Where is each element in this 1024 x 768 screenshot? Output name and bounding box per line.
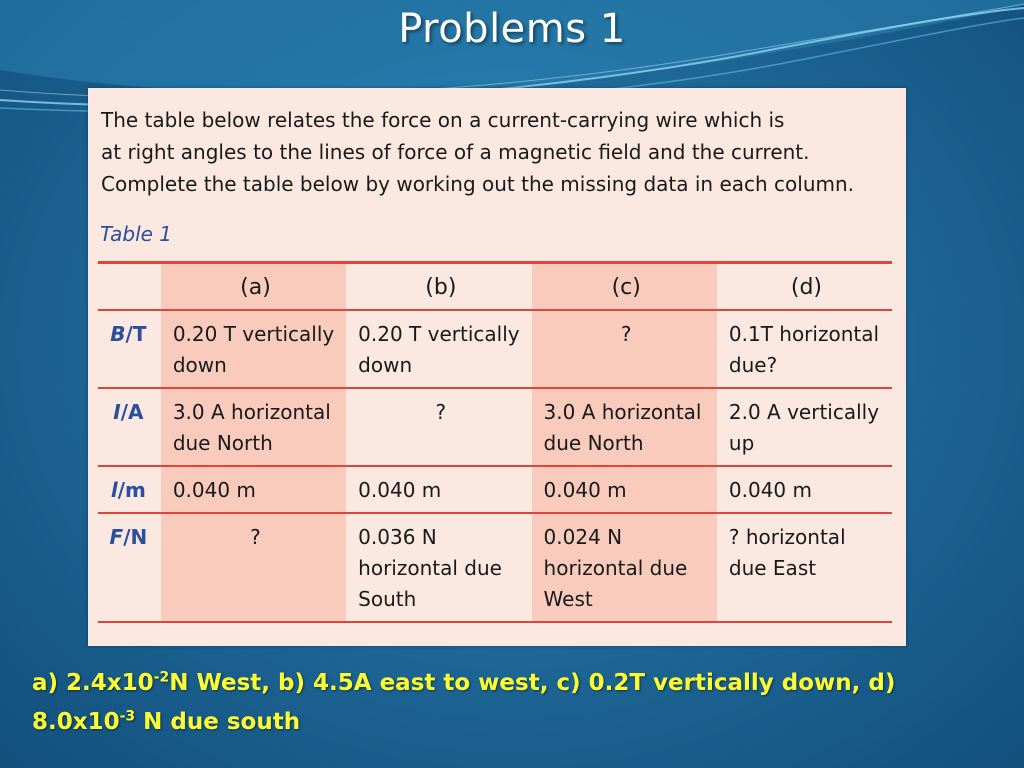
column-header-d: (d) (717, 263, 892, 311)
intro-line: The table below relates the force on a current-carrying wire which is (101, 108, 785, 132)
corner-cell (98, 263, 161, 311)
column-header-c: (c) (532, 263, 717, 311)
table-cell: 0.20 T vertically down (161, 310, 346, 388)
table-cell: 0.024 N horizontal due West (532, 513, 717, 622)
row-label-symbol: I (113, 400, 121, 424)
answer-text (32, 664, 1002, 742)
slide-title: Problems 1 (398, 6, 626, 52)
table-cell: ? horizontal due East (717, 513, 892, 622)
intro-line: at right angles to the lines of force of a magnetic field and the current. (101, 140, 810, 164)
table-cell: 3.0 A horizontal due North (532, 388, 717, 466)
table-cell: 0.1T horizontal due? (717, 310, 892, 388)
row-label-symbol: l (110, 478, 118, 502)
row-label-symbol: B (110, 322, 126, 346)
table-cell: 0.20 T vertically down (346, 310, 531, 388)
problem-intro (101, 104, 901, 200)
row-label-b (98, 310, 161, 388)
table-cell: ? (161, 513, 346, 622)
table-row-i (98, 388, 892, 466)
table-row-l (98, 466, 892, 513)
row-label-unit: /A (120, 400, 144, 424)
answer-d-prefix: 8.0x10 (32, 709, 120, 735)
row-label-l (98, 466, 161, 513)
table-cell: 2.0 A vertically up (717, 388, 892, 466)
table-header-row (98, 263, 892, 311)
column-header-b: (b) (346, 263, 531, 311)
table-row-f (98, 513, 892, 622)
answer-a-prefix: a) 2.4x10 (32, 670, 154, 696)
problem-image-panel (88, 88, 906, 646)
table-row-b (98, 310, 892, 388)
table-cell: 0.036 N horizontal due South (346, 513, 531, 622)
table-caption: Table 1 (100, 222, 173, 246)
column-header-a: (a) (161, 263, 346, 311)
row-label-unit: /m (117, 478, 146, 502)
table-cell: 0.040 m (717, 466, 892, 513)
row-label-unit: /T (125, 322, 147, 346)
row-label-unit: /N (123, 525, 148, 549)
intro-line: Complete the table below by working out the missing data in each column. (101, 172, 855, 196)
table-cell: 0.040 m (161, 466, 346, 513)
answer-d-exponent: -3 (119, 708, 136, 725)
table-cell: 3.0 A horizontal due North (161, 388, 346, 466)
answer-a-exponent: -2 (153, 669, 170, 686)
data-table (98, 261, 892, 623)
row-label-f (98, 513, 161, 622)
answer-d-suffix: N due south (135, 709, 301, 735)
table-cell: 0.040 m (532, 466, 717, 513)
table-cell: ? (532, 310, 717, 388)
row-label-i (98, 388, 161, 466)
table-cell: 0.040 m (346, 466, 531, 513)
answer-a-suffix: N West, b) 4.5A east to west, c) 0.2T vertically down, d) (169, 670, 896, 696)
row-label-symbol: F (109, 525, 124, 549)
table-cell: ? (346, 388, 531, 466)
